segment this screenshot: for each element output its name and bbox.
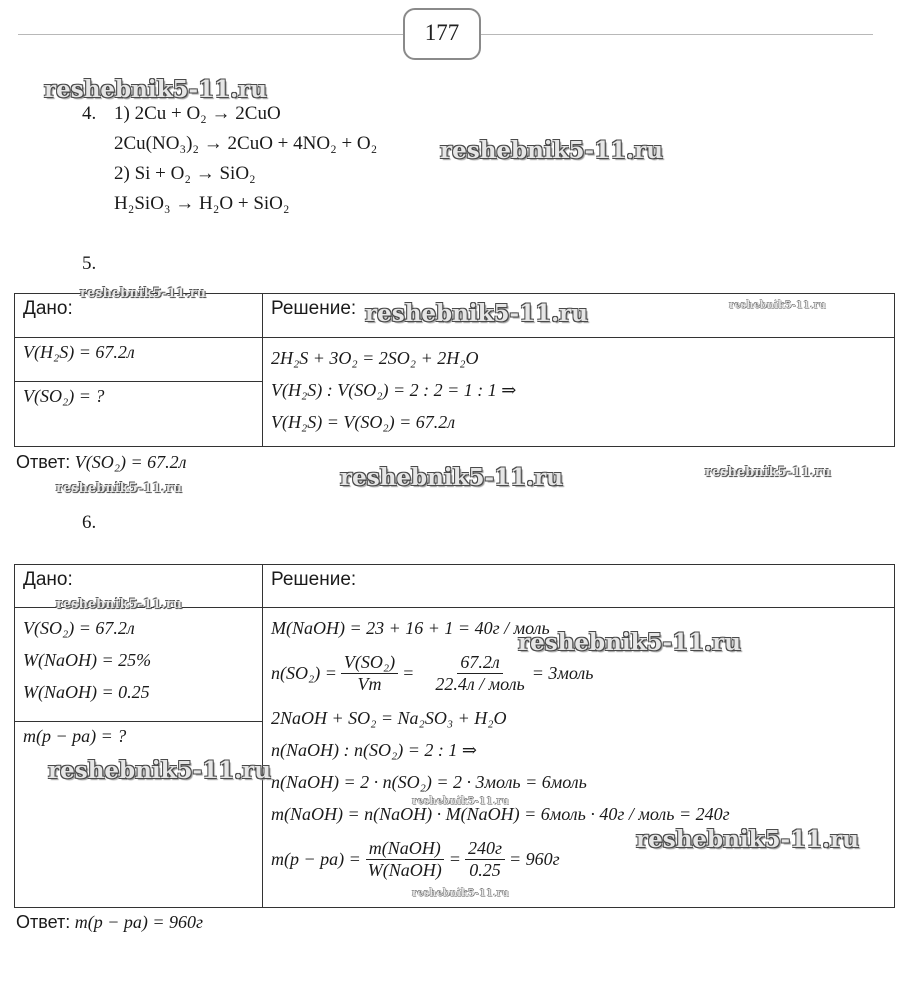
problem-6-given-2: W(NaOH) = 25%	[23, 650, 152, 670]
problem-6-given-header: Дано:	[15, 565, 263, 608]
watermark: reshebnik5-11.ru	[729, 300, 826, 311]
fraction-denominator: W(NaOH)	[367, 859, 442, 880]
problem-6-m-naoh: m(NaOH) = n(NaOH) · M(NaOH) = 6моль · 40г / моль = 240г	[271, 804, 730, 824]
watermark: reshebnik5-11.ru	[48, 757, 271, 784]
watermark: reshebnik5-11.ru	[412, 796, 509, 807]
problem-5-solution	[263, 338, 895, 447]
problem-5-solution-line-1: 2H₂S + 3O₂ = 2SO₂ + 2H₂O	[271, 348, 479, 368]
problem-6-answer-value: m(p − pa) = 960г	[74, 912, 204, 932]
fraction-numerator: V(SO₂)	[341, 652, 398, 674]
problem-6-n-so2-lhs: n(SO₂) =	[271, 662, 337, 683]
problem-4-number: 4.	[82, 103, 97, 124]
problem-4-line-3: 2) Si + O₂ → SiO₂	[114, 163, 256, 184]
problem-5-solution-header: Решение:	[263, 294, 895, 338]
watermark: reshebnik5-11.ru	[705, 465, 832, 480]
header-rule-right	[481, 34, 873, 35]
page-number: 177	[424, 20, 460, 45]
watermark: reshebnik5-11.ru	[80, 286, 207, 301]
problem-5-given-2: V(SO₂) = ?	[15, 382, 263, 447]
problem-6-given-3: W(NaOH) = 0.25	[23, 682, 150, 702]
problem-6-solution-header: Решение:	[263, 565, 895, 608]
problem-6-given-1: V(SO₂) = 67.2л	[23, 618, 135, 638]
problem-5-given-1: V(H₂S) = 67.2л	[15, 338, 263, 382]
fraction-numerator: m(NaOH)	[366, 838, 444, 860]
watermark: reshebnik5-11.ru	[340, 464, 563, 491]
watermark: reshebnik5-11.ru	[518, 629, 741, 656]
fraction-numerator: 240г	[465, 838, 505, 860]
equals-sign: =	[448, 848, 461, 869]
problem-4-line-4: H₂SiO₃ → H₂O + SiO₂	[114, 193, 290, 214]
problem-5-given-header: Дано:	[15, 294, 263, 338]
problem-6-ratio: n(NaOH) : n(SO₂) = 2 : 1 ⇒	[271, 740, 477, 760]
problem-6-molar-mass: M(NaOH) = 23 + 16 + 1 = 40г / моль	[271, 618, 550, 638]
problem-6-number: 6.	[82, 512, 97, 533]
problem-6-table	[14, 564, 895, 908]
problem-6-m-solution-lhs: m(p − pa) =	[271, 848, 361, 869]
equals-sign: =	[402, 662, 415, 683]
problem-4-line-1: 1) 2Cu + O₂ → 2CuO	[114, 103, 281, 124]
problem-6-m-solution-fraction-1	[365, 838, 445, 880]
fraction-denominator: 22.4л / моль	[435, 673, 525, 694]
problem-5-answer	[16, 452, 187, 473]
problem-5-number: 5.	[82, 253, 97, 274]
problem-6-given	[15, 608, 263, 722]
fraction-numerator: 67.2л	[457, 652, 502, 674]
problem-5-answer-value: V(SO₂) = 67.2л	[74, 452, 187, 472]
problem-6-m-solution-fraction-2	[465, 838, 505, 880]
problem-6-n-so2-fraction-2	[432, 652, 527, 694]
watermark: reshebnik5-11.ru	[56, 597, 183, 612]
page-number-box	[403, 8, 481, 60]
problem-6-n-naoh: n(NaOH) = 2 · n(SO₂) = 2 · 3моль = 6моль	[271, 772, 587, 792]
problem-5-solution-line-3: V(H₂S) = V(SO₂) = 67.2л	[271, 412, 456, 432]
problem-6-n-so2-result: = 3моль	[531, 662, 594, 683]
fraction-denominator: Vm	[357, 673, 382, 694]
problem-5-answer-label: Ответ:	[16, 452, 71, 472]
fraction-denominator: 0.25	[469, 859, 501, 880]
problem-6-answer-label: Ответ:	[16, 912, 71, 932]
watermark: reshebnik5-11.ru	[412, 888, 509, 899]
watermark: reshebnik5-11.ru	[636, 826, 859, 853]
problem-4-line-2: 2Cu(NO₃)₂ → 2CuO + 4NO₂ + O₂	[114, 133, 378, 154]
watermark: reshebnik5-11.ru	[365, 300, 588, 327]
problem-6-m-solution-result: = 960г	[508, 848, 560, 869]
watermark: reshebnik5-11.ru	[56, 481, 183, 496]
watermark: reshebnik5-11.ru	[44, 76, 267, 103]
problem-6-find: m(p − pa) = ?	[15, 722, 263, 908]
problem-6-answer	[16, 912, 203, 933]
problem-5-solution-line-2: V(H₂S) : V(SO₂) = 2 : 2 = 1 : 1 ⇒	[271, 380, 517, 400]
header-rule-left	[18, 34, 403, 35]
problem-6-reaction: 2NaOH + SO₂ = Na₂SO₃ + H₂O	[271, 708, 507, 728]
problem-6-n-so2-fraction-1	[341, 652, 398, 694]
watermark: reshebnik5-11.ru	[440, 137, 663, 164]
